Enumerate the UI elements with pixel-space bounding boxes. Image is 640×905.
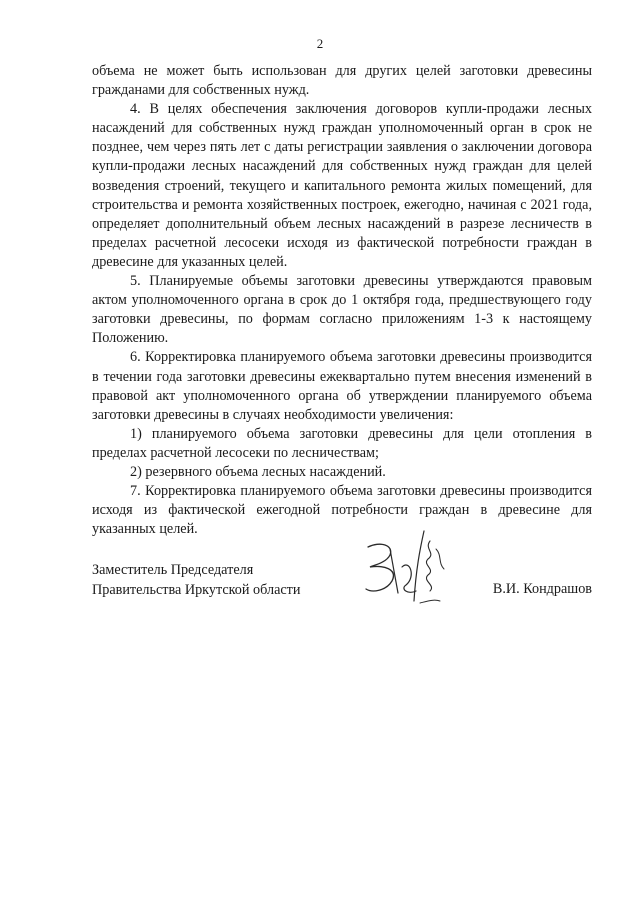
signer-title-line-1: Заместитель Председателя <box>92 562 254 578</box>
subitem-2: 2) резервного объема лесных насаждений. <box>130 463 386 480</box>
signer-title <box>92 561 300 600</box>
paragraph-continuation: объема не может быть использован для других целей заготовки древесины гражданами для собственных нужд. <box>92 63 592 99</box>
paragraph-item-6: 6. Корректировка планируемого объема заготовки древесины производится в течении года заготовки древесины ежеквартально путем внесения изменений в правовой акт уполномоченного органа об утверждении планируемого объема заготовки древесины в случаях необходимости увеличения: <box>92 349 592 423</box>
signer-title-line-2: Правительства Иркутской области <box>92 581 301 598</box>
paragraph-item-7: 7. Корректировка планируемого объема заготовки древесины производится исходя из фактической ежегодной потребности граждан в древесине для указанных целей. <box>92 483 592 538</box>
handwritten-signature <box>350 519 470 619</box>
page-number: 2 <box>316 36 324 51</box>
paragraph-item-5: 5. Планируемые объемы заготовки древесины утверждаются правовым актом уполномоченного органа в срок до 1 октября года, предшествующего году заготовки древесины, по формам согласно приложениям 1-3 к настоящему Положению. <box>92 273 592 347</box>
document-body <box>92 62 592 539</box>
subitem-1: 1) планируемого объема заготовки древесины для цели отопления в пределах расчетной лесосеки по лесничествам; <box>92 425 592 461</box>
paragraph-item-4: 4. В целях обеспечения заключения договоров купли-продажи лесных насаждений для собственных нужд граждан уполномоченный орган в срок не позднее, чем через пять лет с даты регистрации заявления о заключении договора купли-продажи лесных насаждений для собственных нужд граждан для целей возведения строений, текущего и капитального ремонта жилых помещений, для строительства и ремонта хозяйственных построек, ежегодно, начиная с 2021 года, определяет дополнительный объем лесных насаждений в разрезе лесничеств в пределах расчетной лесосеки исходя из фактической потребности граждан в древесине для указанных целей. <box>92 101 592 270</box>
signer-name: В.И. Кондрашов <box>492 581 592 597</box>
signature-block <box>92 549 592 619</box>
